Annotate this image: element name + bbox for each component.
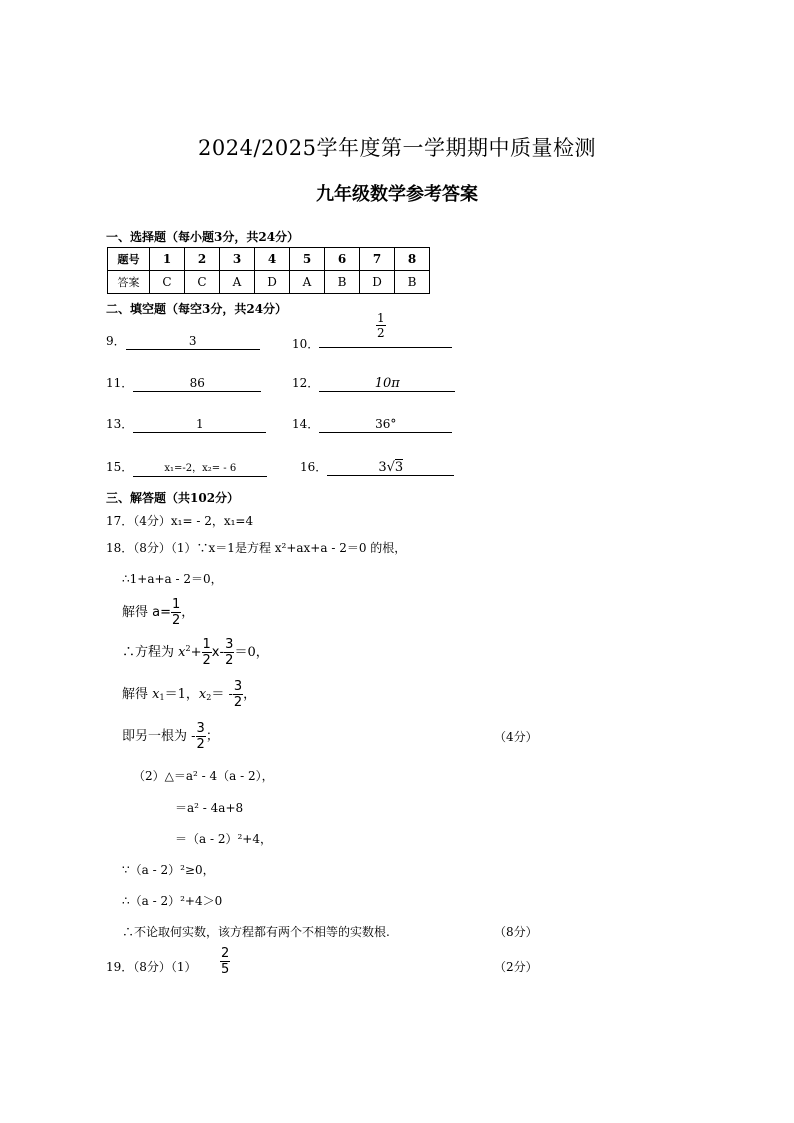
item-label: 15． <box>106 460 134 474</box>
fill-item-9 <box>106 332 260 350</box>
fill-item-13 <box>106 415 266 433</box>
fraction-denominator: 2 <box>225 653 234 668</box>
section3-heading: 三、解答题（共102分） <box>106 491 240 505</box>
item-label: 11． <box>106 376 134 390</box>
answer-table-cell: 2 <box>185 248 220 271</box>
fraction-denominator: 2 <box>377 326 385 340</box>
answer-table <box>107 247 430 294</box>
fraction <box>376 312 386 339</box>
sqrt-icon: √ <box>386 460 395 475</box>
variable: a= <box>152 605 172 620</box>
item-label: 9． <box>106 334 126 348</box>
section2-heading: 二、填空题（每空3分，共24分） <box>106 302 288 316</box>
answer-q18-line1: 18．（8分）（1）∵x＝1是方程 x²+ax+a - 2＝0 的根， <box>106 541 407 555</box>
answer-q18-line5: 解得 $x_1=1$，$x_2=$ - $\frac{3}{2}$ ， <box>122 679 257 710</box>
page-subtitle: 九年级数学参考答案 <box>316 184 478 205</box>
answer-blank: 1 <box>133 417 266 433</box>
answer-table-answer-row <box>108 271 430 294</box>
fill-item-12 <box>292 374 455 392</box>
answer-table-cell: 8 <box>395 248 430 271</box>
score-label: （2分） <box>494 960 538 974</box>
answer-q18-line8: ＝a² - 4a+8 <box>175 801 244 815</box>
fraction-denominator: 2 <box>172 613 181 628</box>
answer-q18-line7: （2）△＝a² - 4（a - 2）， <box>133 769 274 783</box>
fraction-numerator: 2 <box>221 946 230 961</box>
fraction-denominator: 5 <box>221 962 230 977</box>
radicand: 3 <box>394 460 404 475</box>
fraction <box>220 947 230 976</box>
answer-q18-line3: 解得 a= $\frac{1}{2}$ ， <box>122 597 195 628</box>
score-label: （8分） <box>494 925 538 939</box>
text-segment: 19．（8分）（1） <box>106 960 197 974</box>
fill-item-11 <box>106 374 261 392</box>
text-segment: 解得 <box>122 687 149 702</box>
answer-table-cell: D <box>360 271 395 294</box>
text-segment: 解得 <box>122 605 149 620</box>
answer-q18-line6: 即另一根为 - $\frac{3}{2}$ ； <box>122 721 219 752</box>
answer-q17: 17．（4分）x₁= - 2，x₁=4 <box>106 514 254 528</box>
answer-table-cell: B <box>325 271 360 294</box>
item-label: 16． <box>300 460 328 474</box>
answer-table-question-row <box>108 248 430 271</box>
item-label: 10． <box>292 337 320 351</box>
fraction-numerator: 3 <box>196 721 205 736</box>
answer-q18-line11: ∴（a - 2）²+4＞0 <box>122 894 223 908</box>
answer-q18-line9: ＝（a - 2）²+4， <box>175 832 272 846</box>
item-label: 12． <box>292 376 320 390</box>
fill-item-16 <box>300 458 454 476</box>
section1-heading: 一、选择题（每小题3分，共24分） <box>106 230 300 244</box>
answer-blank: 86 <box>133 376 261 392</box>
score-label: （4分） <box>494 730 538 744</box>
page-title: 2024/2025学年度第一学期期中质量检测 <box>198 136 596 160</box>
answer-blank: 10π <box>319 376 455 392</box>
fraction-numerator: 3 <box>225 637 234 652</box>
fraction-numerator: 1 <box>172 597 181 612</box>
answer-q18-line4: ∴方程为 $x^2+$ $\frac{1}{2}$ x- $\frac{3}{2}$ ＝0， <box>122 637 269 668</box>
item-label: 13． <box>106 417 134 431</box>
fraction-numerator: 1 <box>202 637 211 652</box>
fraction-denominator: 2 <box>233 695 243 710</box>
fraction-numerator: 3 <box>233 679 243 694</box>
answer-table-cell: C <box>150 271 185 294</box>
answer-q18-line12: ∴不论取何实数，该方程都有两个不相等的实数根. <box>122 925 390 939</box>
item-label: 14． <box>292 417 320 431</box>
answer-table-cell: 4 <box>255 248 290 271</box>
fill-item-14 <box>292 415 452 433</box>
answer-table-cell: 7 <box>360 248 395 271</box>
answer-blank: 3 <box>126 334 260 350</box>
answer-q18-line10: ∵（a - 2）²≥0， <box>122 863 215 877</box>
answer-table-cell: 6 <box>325 248 360 271</box>
answer-table-cell: A <box>220 271 255 294</box>
answer-table-cell: 3 <box>220 248 255 271</box>
fill-item-15 <box>106 458 267 477</box>
fill-item-10 <box>292 332 452 352</box>
fraction-denominator: 2 <box>196 737 205 752</box>
answer-blank: 36° <box>319 417 452 433</box>
text-segment: 即另一根为 <box>122 729 188 744</box>
answer-q18-line2: ∴1+a+a - 2＝0， <box>122 572 223 586</box>
fraction-denominator: 2 <box>202 653 211 668</box>
answer-blank <box>327 460 454 476</box>
radical-coefficient: 3 <box>378 460 387 475</box>
answer-table-cell: C <box>185 271 220 294</box>
answer-table-cell: B <box>395 271 430 294</box>
answer-table-label-a: 答案 <box>108 271 150 294</box>
answer-table-label-q: 题号 <box>108 248 150 271</box>
answer-blank: x₁=-2，x₂= - 6 <box>133 461 267 477</box>
answer-blank <box>319 332 452 348</box>
text-segment: ＝0， <box>234 645 269 660</box>
answer-table-cell: 1 <box>150 248 185 271</box>
answer-table-cell: D <box>255 271 290 294</box>
answer-q19 <box>106 958 197 975</box>
text-segment: ∴方程为 <box>122 645 175 660</box>
fraction-numerator: 1 <box>377 311 385 325</box>
answer-table-cell: 5 <box>290 248 325 271</box>
answer-table-cell: A <box>290 271 325 294</box>
